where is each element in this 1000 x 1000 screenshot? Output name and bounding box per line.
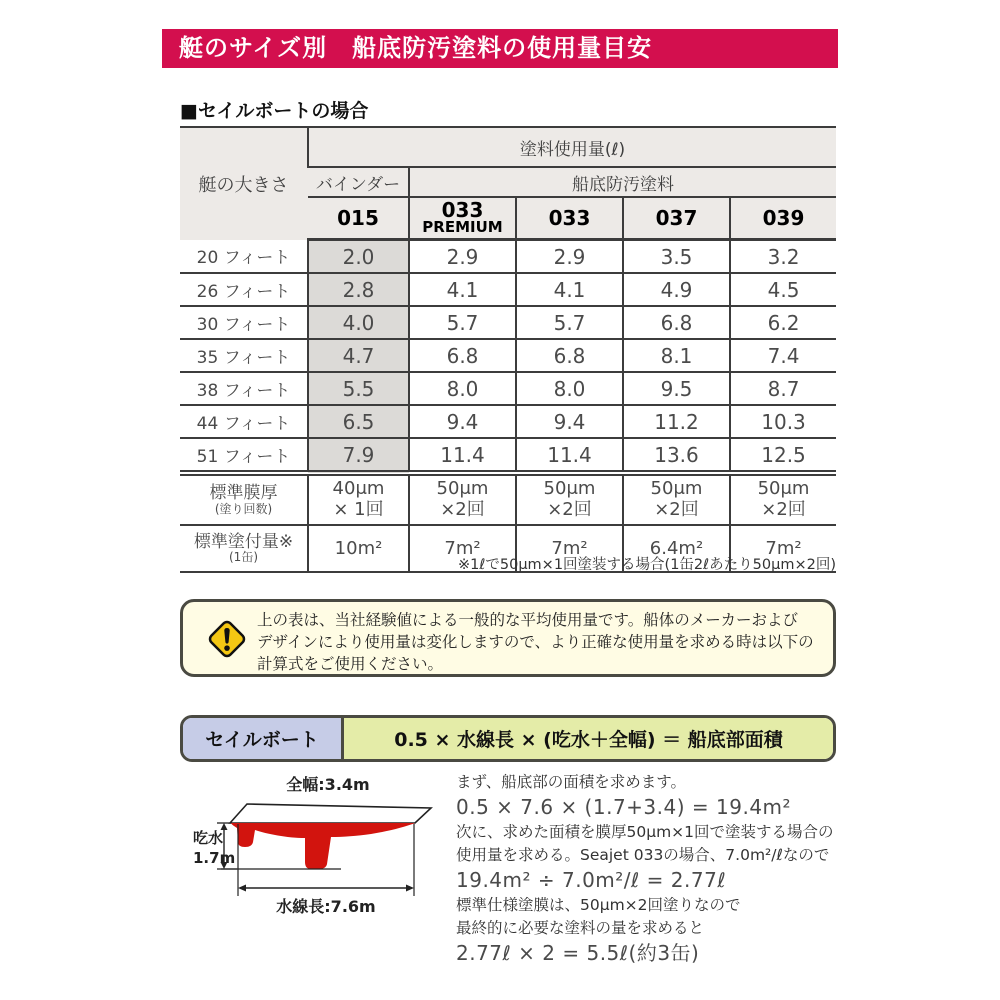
usage-value: 9.4 [516, 405, 623, 438]
table-row [180, 339, 836, 372]
usage-value: 50μm ×2回 [516, 473, 623, 525]
table-row [180, 372, 836, 405]
usage-value: 8.1 [623, 339, 730, 372]
boat-size-label: 51 フィート [180, 438, 308, 473]
usage-value: 6.2 [730, 306, 836, 339]
warning-icon [204, 616, 250, 662]
boat-size-label: 26 フィート [180, 273, 308, 306]
usage-value: 11.4 [409, 438, 516, 473]
boat-size-label: 38 フィート [180, 372, 308, 405]
calculation-line: 次に、求めた面積を膜厚50μm×1回で塗装する場合の [456, 823, 834, 841]
usage-value: 50μm ×2回 [730, 473, 836, 525]
usage-value: 2.0 [308, 240, 409, 274]
formula-expression: 0.5 × 水線長 × (吃水＋全幅) ＝ 船底部面積 [344, 718, 833, 759]
table-row [180, 405, 836, 438]
notice-text [257, 609, 822, 675]
usage-value: 5.5 [308, 372, 409, 405]
usage-value: 8.0 [516, 372, 623, 405]
calculation-line: 0.5 × 7.6 × (1.7+3.4) = 19.4m² [456, 795, 792, 819]
usage-value: 7m² [516, 525, 623, 572]
formula-boat-type-label: セイルボート [183, 718, 344, 759]
boat-size-label: 20 フィート [180, 240, 308, 274]
calculation-line: 標準仕様塗膜は、50μm×2回塗りなので [456, 896, 741, 914]
usage-value: 10.3 [730, 405, 836, 438]
usage-value: 3.2 [730, 240, 836, 274]
usage-value: 4.7 [308, 339, 409, 372]
usage-value: 6.8 [516, 339, 623, 372]
usage-value: 2.8 [308, 273, 409, 306]
boat-size-label: 30 フィート [180, 306, 308, 339]
usage-value: 5.7 [516, 306, 623, 339]
product-header: 033 PREMIUM [409, 197, 516, 240]
usage-value: 40μm × 1回 [308, 473, 409, 525]
page-title: 艇のサイズ別 船底防汚塗料の使用量目安 [162, 29, 838, 68]
usage-value: 12.5 [730, 438, 836, 473]
draft-label: 吃水 1.7m [193, 829, 236, 868]
table-row [180, 273, 836, 306]
boat-size-label: 44 フィート [180, 405, 308, 438]
hull-shape [231, 823, 415, 869]
usage-value: 8.7 [730, 372, 836, 405]
sailboat-hull-drawing [193, 772, 448, 967]
table-header-row-1 [180, 127, 836, 167]
table-footnote: ※1ℓで50μm×1回塗装する場合(1缶2ℓあたり50μm×2回) [458, 557, 836, 573]
usage-value: 7m² [730, 525, 836, 572]
usage-value: 6.5 [308, 405, 409, 438]
usage-value: 13.6 [623, 438, 730, 473]
calculation-line: 最終的に必要な塗料の量を求めると [456, 919, 705, 937]
usage-value: 50μm ×2回 [409, 473, 516, 525]
usage-value: 6.4m² [623, 525, 730, 572]
calculation-line: まず、船底部の面積を求めます。 [456, 773, 687, 791]
calculation-line: 2.77ℓ × 2 = 5.5ℓ(約3缶) [456, 941, 700, 965]
table-row [180, 473, 836, 525]
usage-value: 2.9 [409, 240, 516, 274]
usage-value: 9.4 [409, 405, 516, 438]
product-header: 015 [308, 197, 409, 240]
usage-value: 10m² [308, 525, 409, 572]
usage-value: 7.9 [308, 438, 409, 473]
col-header-binder: バインダー [308, 167, 409, 197]
boat-size-label: 35 フィート [180, 339, 308, 372]
usage-value: 5.7 [409, 306, 516, 339]
product-header: 037 [623, 197, 730, 240]
usage-value: 50μm ×2回 [623, 473, 730, 525]
usage-value: 4.1 [516, 273, 623, 306]
paint-usage-table [180, 126, 836, 573]
usage-value: 3.5 [623, 240, 730, 274]
waterline-label: 水線長:7.6m [276, 897, 376, 916]
usage-value: 7.4 [730, 339, 836, 372]
sailboat-diagram [193, 772, 448, 967]
calculation-line: 使用量を求める。Seajet 033の場合、7.0m²/ℓなので [456, 846, 830, 864]
usage-value: 7m² [409, 525, 516, 572]
formula-bar [180, 715, 836, 762]
usage-value: 6.8 [409, 339, 516, 372]
section-heading: ■セイルボートの場合 [180, 100, 369, 122]
product-header: 033 [516, 197, 623, 240]
row-label: 標準塗付量※ (1缶) [180, 525, 308, 572]
table-row [180, 240, 836, 274]
table-row [180, 306, 836, 339]
calculation-line: 19.4m² ÷ 7.0m²/ℓ = 2.77ℓ [456, 868, 727, 892]
col-header-antifouling: 船底防汚塗料 [409, 167, 836, 197]
usage-value: 6.8 [623, 306, 730, 339]
usage-value: 8.0 [409, 372, 516, 405]
table-row [180, 438, 836, 473]
row-label: 標準膜厚 (塗り回数) [180, 473, 308, 525]
notice-box [180, 599, 836, 677]
usage-value: 4.0 [308, 306, 409, 339]
usage-value: 11.2 [623, 405, 730, 438]
notice-line: デザインにより使用量は変化しますので、より正確な使用量を求める時は以下の [257, 633, 814, 651]
col-header-boat-size: 艇の大きさ [180, 127, 308, 240]
calculation-example [456, 771, 846, 967]
usage-value: 4.5 [730, 273, 836, 306]
usage-value: 4.9 [623, 273, 730, 306]
usage-value: 2.9 [516, 240, 623, 274]
usage-value: 4.1 [409, 273, 516, 306]
usage-value: 11.4 [516, 438, 623, 473]
beam-label: 全幅:3.4m [286, 775, 370, 794]
product-header: 039 [730, 197, 836, 240]
usage-value: 9.5 [623, 372, 730, 405]
notice-line: 計算式をご使用ください。 [257, 655, 444, 673]
notice-line: 上の表は、当社経験値による一般的な平均使用量です。船体のメーカーおよび [257, 611, 798, 629]
col-header-usage: 塗料使用量(ℓ) [308, 127, 836, 167]
